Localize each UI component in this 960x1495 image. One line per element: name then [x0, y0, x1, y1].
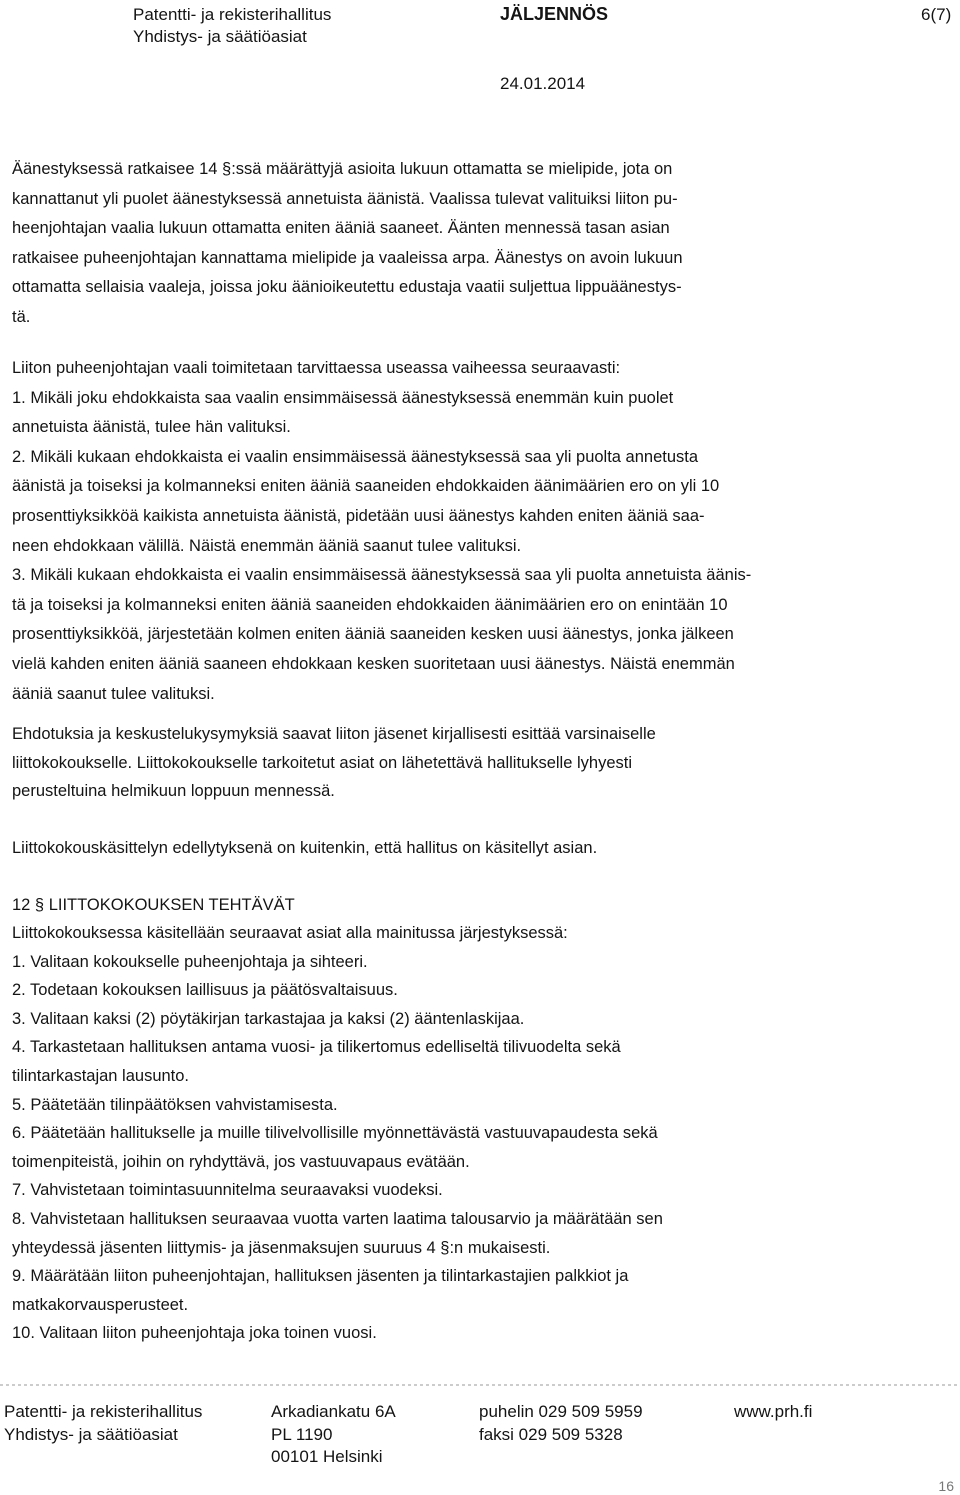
header-org-line1: Patentti- ja rekisterihallitus: [133, 5, 332, 24]
document-type-label: JÄLJENNÖS: [500, 4, 609, 24]
footer-address: Arkadiankatu 6A PL 1190 00101 Helsinki: [271, 1402, 396, 1467]
chair-election-paragraph: Liiton puheenjohtajan vaali toimitetaan tarvittaessa useassa vaiheessa seuraavasti: 1. Mikäli joku ehdokkaista saa vaalin ensimmäisessä äänestyksessä enemmän kuin puolet annetuista äänistä, tulee hän valituksi. 2. Mikäli kukaan ehdokkaista ei vaalin ensimmäisessä äänestyksessä saa yli puolta annetusta äänistä ja toiseksi ja kolmanneksi eniten ääniä saaneiden ehdokkaiden äänimäärien ero on yli 10 prosenttiyksikköä kaikista annetuista äänistä, pidetään uusi äänestys kahden eniten ääniä saa- neen ehdokkaan välillä. Näistä enemmän ääniä saanut tulee valituksi. 3. Mikäli kukaan ehdokkaista ei vaalin ensimmäisessä äänestyksessä saa yli puolta annetuista äänis- tä ja toiseksi ja kolmanneksi eniten ääniä saaneiden ehdokkaiden äänimäärien ero on enintään 10 prosenttiyksikköä, järjestetään kolmen eniten ääniä saaneiden kesken uusi äänestys, jonka jälkeen vielä kahden eniten ääniä saaneen ehdokkaan kesken suoritetaan uusi äänestys. Näistä enemmän ääniä saanut tulee valituksi.: [12, 359, 752, 703]
header-org-line2: Yhdistys- ja säätiöasiat: [133, 27, 307, 46]
voting-rules-paragraph: Äänestyksessä ratkaisee 14 §:ssä määrättyjä asioita lukuun ottamatta se mielipide, jota on kannattanut yli puolet äänestyksessä annetuista äänistä. Vaalissa tulevat valituiksi liiton pu- heenjohtajan vaalia lukuun ottamatta eniten ääniä saaneet. Äänten mennessä tasan asian ratkaisee puheenjohtajan kannattama mielipide ja vaaleissa arpa. Äänestys on avoin lukuun ottamatta sellaisia vaaleja, joissa joku äänioikeutettu edustaja vaatii suljettua lippuäänestys- tä.: [12, 160, 683, 326]
section-heading: 12 § LIITTOKOKOUKSEN TEHTÄVÄT: [12, 896, 295, 914]
page-number: 6(7): [921, 5, 952, 24]
handling-condition-paragraph: Liittokokouskäsittelyn edellytyksenä on kuitenkin, että hallitus on käsitellyt asian.: [12, 839, 598, 857]
footer-divider: [0, 1384, 960, 1386]
footer-phone-fax: puhelin 029 509 5959 faksi 029 509 5328: [479, 1402, 643, 1444]
footer-organization: Patentti- ja rekisterihallitus Yhdistys- ja säätiöasiat: [4, 1402, 203, 1444]
footer-website: www.prh.fi: [734, 1402, 813, 1421]
meeting-agenda-list: Liittokokouksessa käsitellään seuraavat asiat alla mainitussa järjestyksessä: 1. Valitaan kokoukselle puheenjohtaja ja sihteeri. 2. Todetaan kokouksen laillisuus ja päätösvaltaisuus. 3. Valitaan kaksi (2) pöytäkirjan tarkastajaa ja kaksi (2) ääntenlaskijaa. 4. Tarkastetaan hallituksen antama vuosi- ja tilikertomus edelliseltä tilivuodelta sekä tilintarkastajan lausunto. 5. Päätetään tilinpäätöksen vahvistamisesta. 6. Päätetään hallitukselle ja muille tilivelvollisille myönnettävästä vastuuvapaudesta sekä toimenpiteistä, joihin on ryhdyttävä, jos vastuuvapaus evätään. 7. Vahvistetaan toimintasuunnitelma seuraavaksi vuodeksi. 8. Vahvistetaan hallituksen seuraavaa vuotta varten laatima talousarvio ja määrätään sen yhteydessä jäsenten liittymis- ja jäsenmaksujen suuruus 4 §:n mukaisesti. 9. Määrätään liiton puheenjohtajan, hallituksen jäsenten ja tilintarkastajien palkkiot ja matkakorvausperusteet. 10. Valitaan liiton puheenjohtaja joka toinen vuosi.: [12, 924, 663, 1343]
proposals-paragraph: Ehdotuksia ja keskustelukysymyksiä saavat liiton jäsenet kirjallisesti esittää varsinaiselle liittokokoukselle. Liittokokoukselle tarkoitetut asiat on lähetettävä hallitukselle lyhyesti perusteltuina helmikuun loppuun mennessä.: [12, 725, 656, 801]
scan-page-mark: 16: [938, 1478, 954, 1494]
document-date: 24.01.2014: [500, 74, 586, 93]
